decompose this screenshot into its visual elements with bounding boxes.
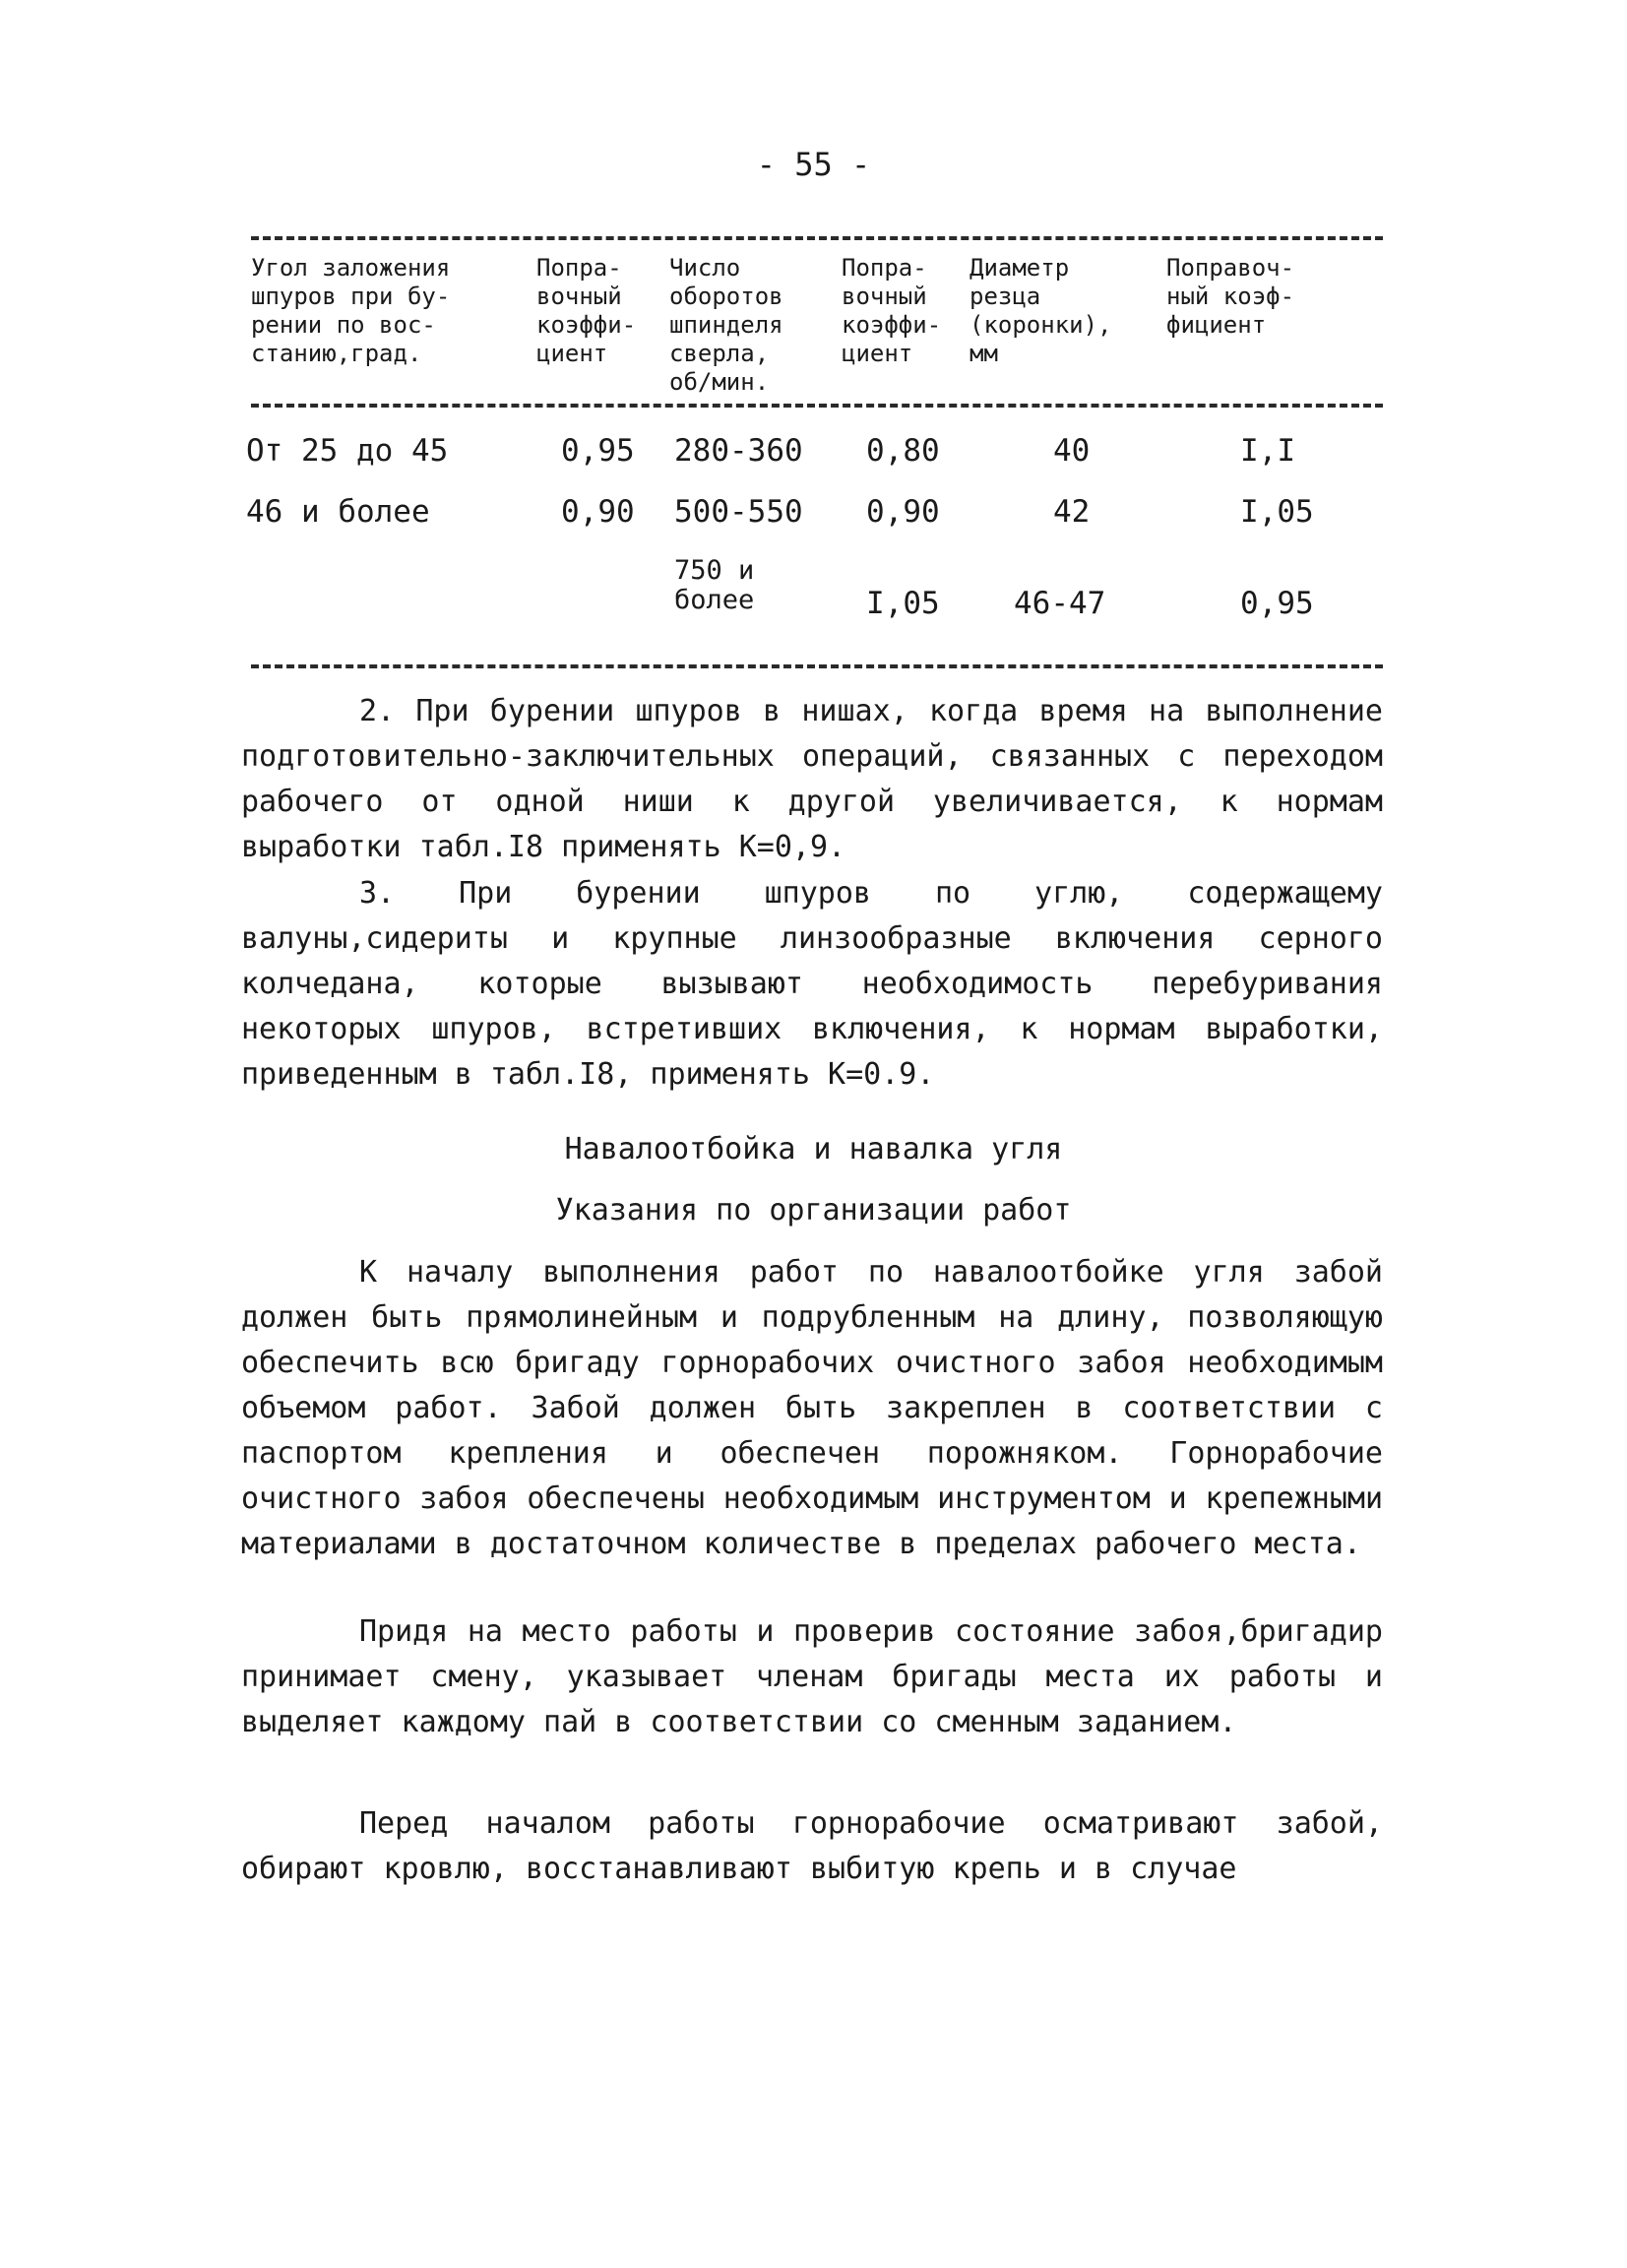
- note-paragraph-3: 3. При бурении шпуров по углю, содержащему валуны,сидериты и крупные линзообразные включения серного колчедана, которые вызывают необходимость перебуривания некоторых шпуров, встретивших включения, к нормам выработки, приведенным в табл.I8, применять К=0.9.: [241, 876, 1383, 1092]
- table-header-diameter: Диаметр резца (коронки), мм: [970, 254, 1112, 367]
- body-paragraph-1: К началу выполнения работ по навалоотбойке угля забой должен быть прямолинейным и подрубленным на длину, позволяющую обеспечить всю бригаду горнорабочих очистного забоя необходимым объемом работ. Забой должен быть закреплен в соответствии с паспортом крепления и обеспечен порожняком. Горнорабочие очистного забоя обеспечены необходимым инструментом и крепежными материалами в достаточном количестве в пределах рабочего места.: [241, 1255, 1383, 1561]
- table-header-coef-3: Поправоч- ный коэф- фициент: [1166, 254, 1295, 339]
- table-header-rpm: Число оборотов шпинделя сверла, об/мин.: [669, 254, 783, 396]
- body-paragraph-3: Перед началом работы горнорабочие осматривают забой, обирают кровлю, восстанавливают выбитую крепь и в случае: [241, 1806, 1383, 1886]
- table-cell: 46-47: [1014, 586, 1106, 621]
- table-cell: I,05: [1240, 494, 1314, 530]
- body-paragraph-2: Придя на место работы и проверив состояние забоя,бригадир принимает смену, указывает членам бригады места их работы и выделяет каждому пай в соответствии со сменным заданием.: [241, 1614, 1383, 1739]
- note-paragraph-2: 2. При бурении шпуров в нишах, когда время на выполнение подготовительно-заключительных операций, связанных с переходом рабочего от одной ниши к другой увеличивается, к нормам выработки табл.I8 применять К=0,9.: [241, 694, 1383, 864]
- section-subtitle: Указания по организации работ: [555, 1193, 1072, 1228]
- table-cell: От 25 до 45: [246, 433, 449, 469]
- table-cell: I,05: [866, 586, 940, 621]
- table-cell: 750 и более: [674, 555, 755, 615]
- section-title: Навалоотбойка и навалка угля: [564, 1132, 1063, 1166]
- table-top-rule: [251, 236, 1383, 240]
- page-number: - 55 -: [756, 146, 871, 183]
- table-cell: 280-360: [674, 433, 803, 469]
- table-header-angle: Угол заложения шпуров при бу- рении по вос- станию,град.: [251, 254, 451, 367]
- table-cell: 46 и более: [246, 494, 430, 530]
- table-cell: 40: [1053, 433, 1091, 469]
- table-bottom-rule: [251, 664, 1383, 668]
- table-cell: 500-550: [674, 494, 803, 530]
- table-header-coef-2: Попра- вочный коэффи- циент: [842, 254, 942, 367]
- table-header-coef-1: Попра- вочный коэффи- циент: [536, 254, 637, 367]
- table-header-rule: [251, 404, 1383, 408]
- table-cell: 0,95: [561, 433, 635, 469]
- table-cell: I,I: [1240, 433, 1295, 469]
- table-cell: 0,95: [1240, 586, 1314, 621]
- table-cell: 42: [1053, 494, 1091, 530]
- table-cell: 0,80: [866, 433, 940, 469]
- table-cell: 0,90: [561, 494, 635, 530]
- table-cell: 0,90: [866, 494, 940, 530]
